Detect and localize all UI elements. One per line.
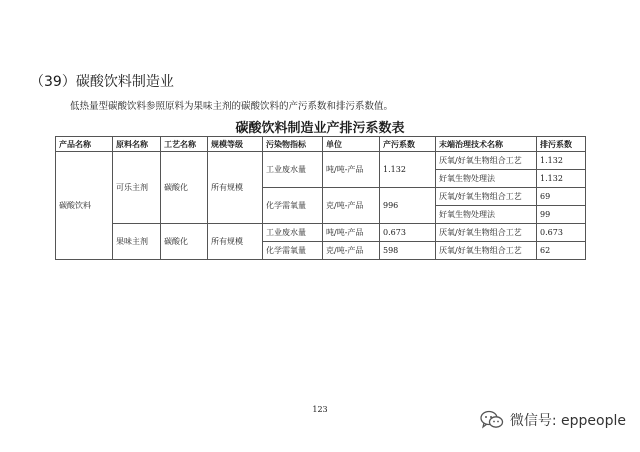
cell-process: 碳酸化	[161, 152, 208, 224]
cell-raw-material: 可乐主剂	[113, 152, 161, 224]
table-title: 碳酸饮料制造业产排污系数表	[235, 121, 405, 136]
cell-generation-coefficient: 0.673	[380, 224, 436, 242]
cell-treatment-technology: 厌氧/好氧生物组合工艺	[436, 188, 537, 206]
cell-treatment-technology: 好氧生物处理法	[436, 206, 537, 224]
cell-treatment-technology: 厌氧/好氧生物组合工艺	[436, 242, 537, 260]
cell-scale: 所有规模	[208, 152, 263, 224]
cell-treatment-technology: 好氧生物处理法	[436, 170, 537, 188]
cell-unit: 克/吨-产品	[323, 242, 380, 260]
page-number: 123	[312, 405, 328, 414]
cell-treatment-technology: 厌氧/好氧生物组合工艺	[436, 152, 537, 170]
header-scale: 规模等级	[208, 137, 263, 152]
cell-generation-coefficient: 598	[380, 242, 436, 260]
header-product: 产品名称	[56, 137, 113, 152]
cell-pollutant: 化学需氧量	[263, 242, 323, 260]
cell-discharge-coefficient: 0.673	[537, 224, 586, 242]
table-row	[56, 224, 586, 242]
header-discharge-coefficient: 排污系数	[537, 137, 586, 152]
cell-generation-coefficient: 996	[380, 188, 436, 224]
emission-coefficient-table	[55, 136, 586, 260]
header-raw-material: 原料名称	[113, 137, 161, 152]
cell-product: 碳酸饮料	[56, 152, 113, 260]
cell-pollutant: 工业废水量	[263, 152, 323, 188]
watermark	[480, 410, 626, 430]
cell-unit: 克/吨-产品	[323, 188, 380, 224]
intro-text: 低热量型碳酸饮料参照原料为果味主剂的碳酸饮料的产污系数和排污系数值。	[70, 101, 394, 112]
section-heading: （39）碳酸饮料制造业	[30, 74, 174, 90]
cell-process: 碳酸化	[161, 224, 208, 260]
cell-scale: 所有规模	[208, 224, 263, 260]
cell-unit: 吨/吨-产品	[323, 224, 380, 242]
cell-discharge-coefficient: 99	[537, 206, 586, 224]
cell-pollutant: 化学需氧量	[263, 188, 323, 224]
table-row	[56, 152, 586, 170]
table-header-row	[56, 137, 586, 152]
cell-pollutant: 工业废水量	[263, 224, 323, 242]
header-generation-coefficient: 产污系数	[380, 137, 436, 152]
cell-discharge-coefficient: 69	[537, 188, 586, 206]
cell-discharge-coefficient: 62	[537, 242, 586, 260]
cell-unit: 吨/吨-产品	[323, 152, 380, 188]
cell-treatment-technology: 厌氧/好氧生物组合工艺	[436, 224, 537, 242]
header-process: 工艺名称	[161, 137, 208, 152]
wechat-icon	[480, 410, 504, 430]
cell-raw-material: 果味主剂	[113, 224, 161, 260]
header-pollutant: 污染物指标	[263, 137, 323, 152]
cell-generation-coefficient: 1.132	[380, 152, 436, 188]
cell-discharge-coefficient: 1.132	[537, 170, 586, 188]
header-unit: 单位	[323, 137, 380, 152]
header-treatment-technology: 末端治理技术名称	[436, 137, 537, 152]
cell-discharge-coefficient: 1.132	[537, 152, 586, 170]
watermark-text: 微信号: eppeople	[509, 413, 626, 429]
